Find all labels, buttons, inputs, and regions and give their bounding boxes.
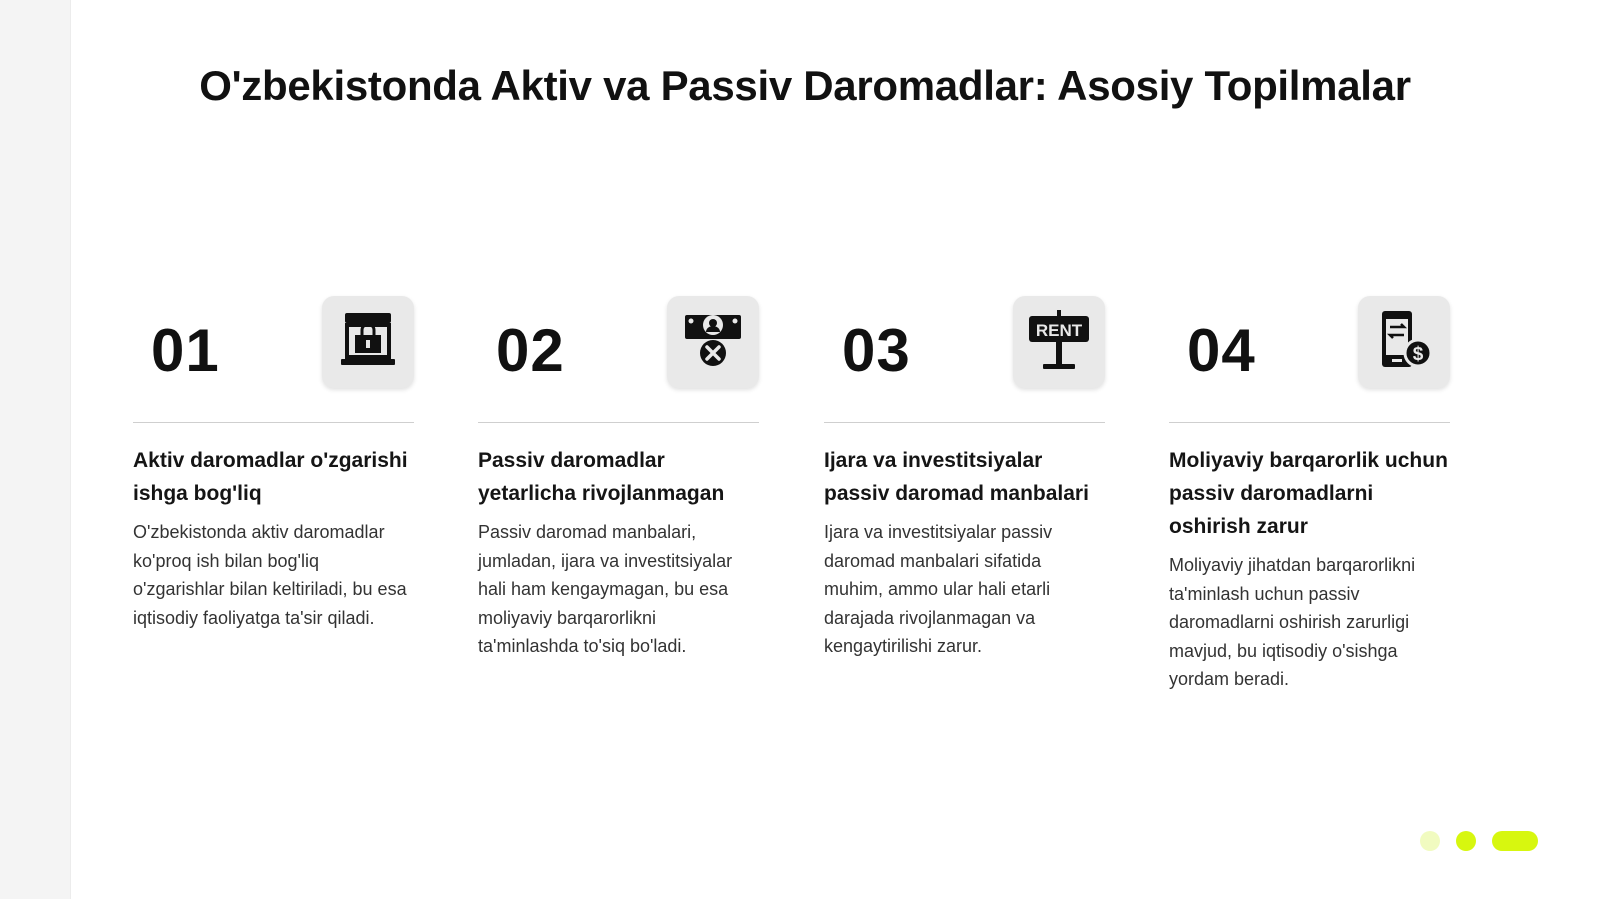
card-number: 04 (1187, 317, 1256, 384)
card-heading: Aktiv daromadlar o'zgarishi ishga bog'liq (133, 449, 408, 505)
card-number: 01 (151, 317, 220, 384)
money-cancel-icon (681, 309, 745, 376)
icon-box (667, 296, 759, 388)
icon-box (1358, 296, 1450, 388)
rent-sign-icon (1027, 308, 1091, 377)
page-dot-2[interactable] (1456, 831, 1476, 851)
card-header (478, 296, 759, 424)
shop-lock-icon (337, 309, 399, 376)
finding-card-1 (133, 296, 414, 632)
card-body: Moliyaviy jihatdan barqarorlikni ta'minlash uchun passiv daromadlarni oshirish zarurligi mavjud, bu iqtisodiy o'sishga yordam beradi. (1169, 555, 1416, 689)
svg-text:$: $ (1412, 343, 1424, 365)
divider (1169, 422, 1450, 423)
rent-sign-text: RENT (1035, 320, 1083, 340)
card-number: 02 (496, 317, 565, 384)
card-body: Passiv daromad manbalari, jumladan, ijara va investitsiyalar hali ham kengaymagan, bu esa moliyaviy barqarorlikni ta'minlashda to'siq bo'ladi. (478, 522, 733, 656)
mobile-payment-icon (1374, 309, 1434, 376)
icon-box (322, 296, 414, 388)
divider (133, 422, 414, 423)
page-dot-1[interactable] (1420, 831, 1440, 851)
card-heading: Passiv daromadlar yetarlicha rivojlanmagan (478, 449, 725, 505)
card-heading: Ijara va investitsiyalar passiv daromad manbalari (824, 449, 1089, 505)
page-title: O'zbekistonda Aktiv va Passiv Daromadlar: Asosiy Topilmalar (199, 62, 1411, 109)
card-body: O'zbekistonda aktiv daromadlar ko'proq ish bilan bog'liq o'zgarishlar bilan keltiriladi, bu esa iqtisodiy faoliyatga ta'sir qiladi. (133, 522, 407, 628)
divider (824, 422, 1105, 423)
finding-card-2 (478, 296, 759, 661)
card-header (824, 296, 1105, 424)
card-heading: Moliyaviy barqarorlik uchun passiv daromadlarni oshirish zarur (1169, 449, 1448, 538)
card-number: 03 (842, 317, 911, 384)
card-body: Ijara va investitsiyalar passiv daromad manbalari sifatida muhim, ammo ular hali etarli darajada rivojlanmagan va kengaytirilishi zarur. (824, 522, 1053, 656)
page-dot-active[interactable] (1492, 831, 1538, 851)
finding-card-4 (1169, 296, 1450, 694)
finding-card-3 (824, 296, 1105, 661)
icon-box (1013, 296, 1105, 388)
divider (478, 422, 759, 423)
card-header (133, 296, 414, 424)
card-header (1169, 296, 1450, 424)
